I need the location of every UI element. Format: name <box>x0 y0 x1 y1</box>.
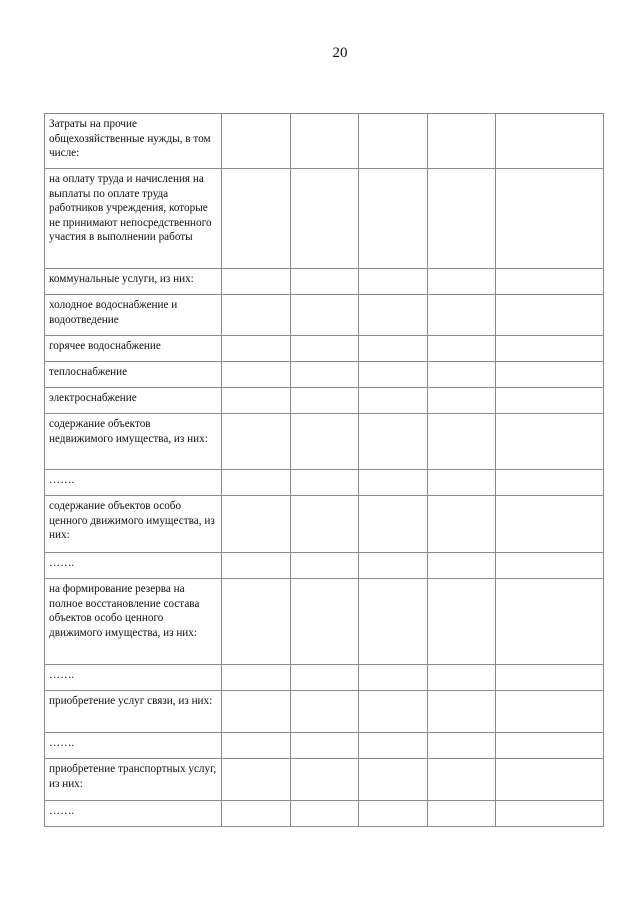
table-cell <box>222 579 291 665</box>
table-cell <box>359 470 428 496</box>
table-cell <box>496 801 604 827</box>
table-cell <box>222 388 291 414</box>
table-cell <box>359 114 428 169</box>
table-cell <box>222 362 291 388</box>
table-cell <box>291 665 359 691</box>
table-cell <box>291 169 359 269</box>
table-cell <box>291 114 359 169</box>
table-cell <box>428 269 496 295</box>
table-cell <box>291 362 359 388</box>
row-label: содержание объектов особо ценного движимого имущества, из них: <box>45 496 222 553</box>
table-cell <box>496 414 604 470</box>
row-label: на формирование резерва на полное восстановление состава объектов особо ценного движимого имущества, из них: <box>45 579 222 665</box>
table-cell <box>359 553 428 579</box>
table-cell <box>496 114 604 169</box>
row-label: приобретение транспортных услуг, из них: <box>45 759 222 801</box>
table-cell <box>222 470 291 496</box>
table-row <box>45 169 604 269</box>
row-label: ……. <box>45 665 222 691</box>
table-cell <box>428 553 496 579</box>
table-cell <box>496 362 604 388</box>
row-label: ……. <box>45 733 222 759</box>
table-cell <box>222 691 291 733</box>
table-row <box>45 733 604 759</box>
table-cell <box>291 733 359 759</box>
table-cell <box>428 388 496 414</box>
table-row <box>45 114 604 169</box>
table-cell <box>291 336 359 362</box>
table-cell <box>291 759 359 801</box>
table-cell <box>428 759 496 801</box>
table-cell <box>359 169 428 269</box>
table-cell <box>496 496 604 553</box>
table-cell <box>428 496 496 553</box>
row-label: ……. <box>45 553 222 579</box>
table-cell <box>428 470 496 496</box>
table-cell <box>496 470 604 496</box>
table-cell <box>428 336 496 362</box>
row-label: ……. <box>45 470 222 496</box>
table-row <box>45 579 604 665</box>
table-cell <box>222 269 291 295</box>
table-cell <box>496 388 604 414</box>
table-row <box>45 388 604 414</box>
table-cell <box>496 759 604 801</box>
row-label: ……. <box>45 801 222 827</box>
table-cell <box>359 691 428 733</box>
table-cell <box>222 759 291 801</box>
table-row <box>45 665 604 691</box>
row-label: Затраты на прочие общехозяйственные нужды, в том числе: <box>45 114 222 169</box>
table-cell <box>496 579 604 665</box>
table-cell <box>496 269 604 295</box>
table-cell <box>428 362 496 388</box>
table-cell <box>222 801 291 827</box>
table-row <box>45 691 604 733</box>
table-cell <box>291 388 359 414</box>
table-cell <box>222 553 291 579</box>
row-label: электроснабжение <box>45 388 222 414</box>
table-cell <box>359 733 428 759</box>
table-cell <box>496 169 604 269</box>
table-cell <box>428 414 496 470</box>
table-cell <box>222 169 291 269</box>
row-label: на оплату труда и начисления на выплаты по оплате труда работников учреждения, которые не принимают непосредственного участия в выполнении работы <box>45 169 222 269</box>
table-cell <box>291 295 359 336</box>
table-cell <box>496 295 604 336</box>
table-cell <box>222 414 291 470</box>
row-label: коммунальные услуги, из них: <box>45 269 222 295</box>
table-row <box>45 336 604 362</box>
table-cell <box>359 496 428 553</box>
table-cell <box>428 665 496 691</box>
table-cell <box>359 414 428 470</box>
table-cell <box>359 579 428 665</box>
table-cell <box>428 114 496 169</box>
table-row <box>45 414 604 470</box>
table-cell <box>428 801 496 827</box>
table-cell <box>291 691 359 733</box>
table-row <box>45 470 604 496</box>
table-cell <box>359 801 428 827</box>
table-row <box>45 801 604 827</box>
table-row <box>45 759 604 801</box>
table-cell <box>359 269 428 295</box>
table-cell <box>428 733 496 759</box>
table-cell <box>496 553 604 579</box>
table-row <box>45 269 604 295</box>
row-label: приобретение услуг связи, из них: <box>45 691 222 733</box>
table-cell <box>359 665 428 691</box>
row-label: горячее водоснабжение <box>45 336 222 362</box>
table-cell <box>496 733 604 759</box>
table-cell <box>291 579 359 665</box>
table-cell <box>359 362 428 388</box>
table-row <box>45 295 604 336</box>
table-row <box>45 553 604 579</box>
row-label: теплоснабжение <box>45 362 222 388</box>
table-cell <box>291 496 359 553</box>
table-row <box>45 496 604 553</box>
table-cell <box>359 295 428 336</box>
table-cell <box>291 553 359 579</box>
table-cell <box>428 169 496 269</box>
table-cell <box>496 665 604 691</box>
table-cell <box>428 579 496 665</box>
table-cell <box>496 691 604 733</box>
table-cell <box>428 691 496 733</box>
table-cell <box>428 295 496 336</box>
table-cell <box>222 733 291 759</box>
table-row <box>45 362 604 388</box>
table-cell <box>359 388 428 414</box>
table-cell <box>291 269 359 295</box>
table-cell <box>222 114 291 169</box>
table-cell <box>496 336 604 362</box>
table-cell <box>222 336 291 362</box>
table-cell <box>291 470 359 496</box>
table-cell <box>359 759 428 801</box>
table-cell <box>222 496 291 553</box>
table-cell <box>359 336 428 362</box>
row-label: холодное водоснабжение и водоотведение <box>45 295 222 336</box>
table-cell <box>291 414 359 470</box>
table-cell <box>222 295 291 336</box>
page-number: 20 <box>332 45 348 61</box>
expense-table <box>44 113 604 827</box>
table-cell <box>222 665 291 691</box>
row-label: содержание объектов недвижимого имущества, из них: <box>45 414 222 470</box>
table-cell <box>291 801 359 827</box>
